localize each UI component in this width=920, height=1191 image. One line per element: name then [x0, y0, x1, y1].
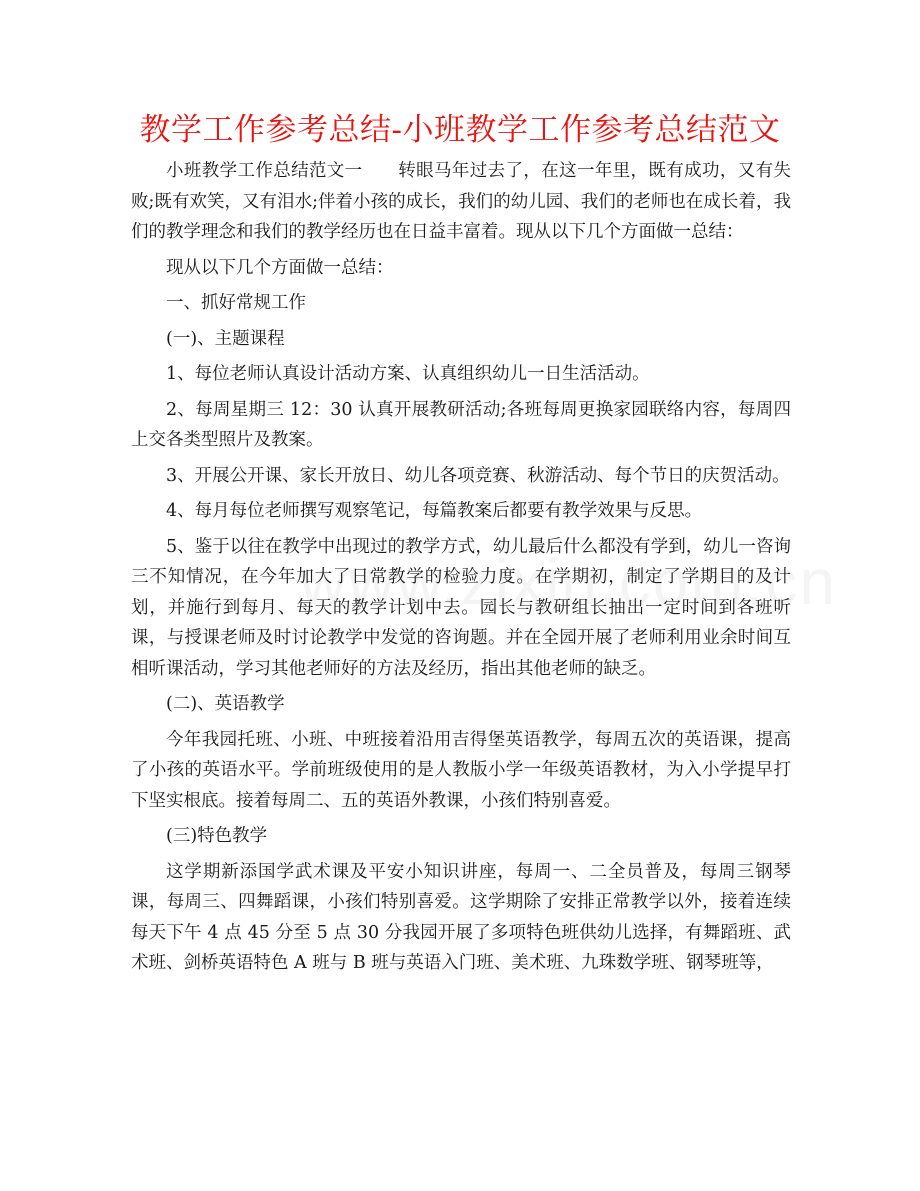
list-item-5: 5、鉴于以往在教学中出现过的教学方式，幼儿最后什么都没有学到，幼儿一咨询三不知情况，在今年加大了日常教学的检验力度。在学期初，制定了学期目的及计划，并施行到每月、每天的教学计划中去。园长与教研组长抽出一定时间到各班听课，与授课老师及时讨论教学中发觉的咨询题。并在全园开展了老师利用业余时间互相听课活动，学习其他老师好的方法及经历，指出其他老师的缺乏。 [131, 536, 791, 679]
heading-subsection-3: (三)特色教学 [166, 826, 268, 846]
list-item-4: 4、每月每位老师撰写观察笔记，每篇教案后都要有教学效果与反思。 [166, 501, 703, 521]
heading-subsection-1: (一)、主题课程 [166, 328, 285, 349]
heading-subsection-2: (二)、英语教学 [166, 694, 285, 714]
paragraph-english: 今年我园托班、小班、中班接着沿用吉得堡英语教学，每周五次的英语课，提高了小孩的英语水平。学前班级使用的是人教版小学一年级英语教材，为入小学提早打下坚实根底。接着每周二、五的英语外教课，小孩们特别喜爱。 [131, 729, 791, 811]
heading-section-1: 一、抓好常规工作 [166, 293, 306, 313]
paragraph-special: 这学期新添国学武术课及平安小知识讲座，每周一、二全员普及，每周三钢琴课，每周三、四舞蹈课，小孩们特别喜爱。这学期除了安排正常教学以外，接着连续每天下午 4 点 45 分至 5 点 30 分我园开展了多项特色班供幼儿选择，有舞蹈班、武术班、剑桥英语特色 A 班与 B 班与英语入门班、美术班、九珠数学班、钢琴班等， [131, 861, 791, 973]
list-item-3: 3、开展公开课、家长开放日、幼儿各项竞赛、秋游活动、每个节日的庆贺活动。 [166, 465, 790, 486]
document-title: 教学工作参考总结-小班教学工作参考总结范文 [139, 112, 781, 148]
paragraph-summary-lead: 现从以下几个方面做一总结： [166, 257, 394, 278]
paragraph-intro: 小班教学工作总结范文一 转眼马年过去了，在这一年里，既有成功，又有失败;既有欢笑，又有泪水;伴着小孩的成长，我们的幼儿园、我们的老师也在成长着，我们的教学理念和我们的教学经历也在日益丰富着。现从以下几个方面做一总结： [131, 161, 791, 242]
document-body [131, 156, 791, 984]
list-item-1: 1、每位老师认真设计活动方案、认真组织幼儿一日生活活动。 [166, 364, 650, 384]
list-item-2: 2、每周星期三 12：30 认真开展教研活动;各班每周更换家园联络内容，每周四上交各类型照片及教案。 [131, 399, 791, 450]
